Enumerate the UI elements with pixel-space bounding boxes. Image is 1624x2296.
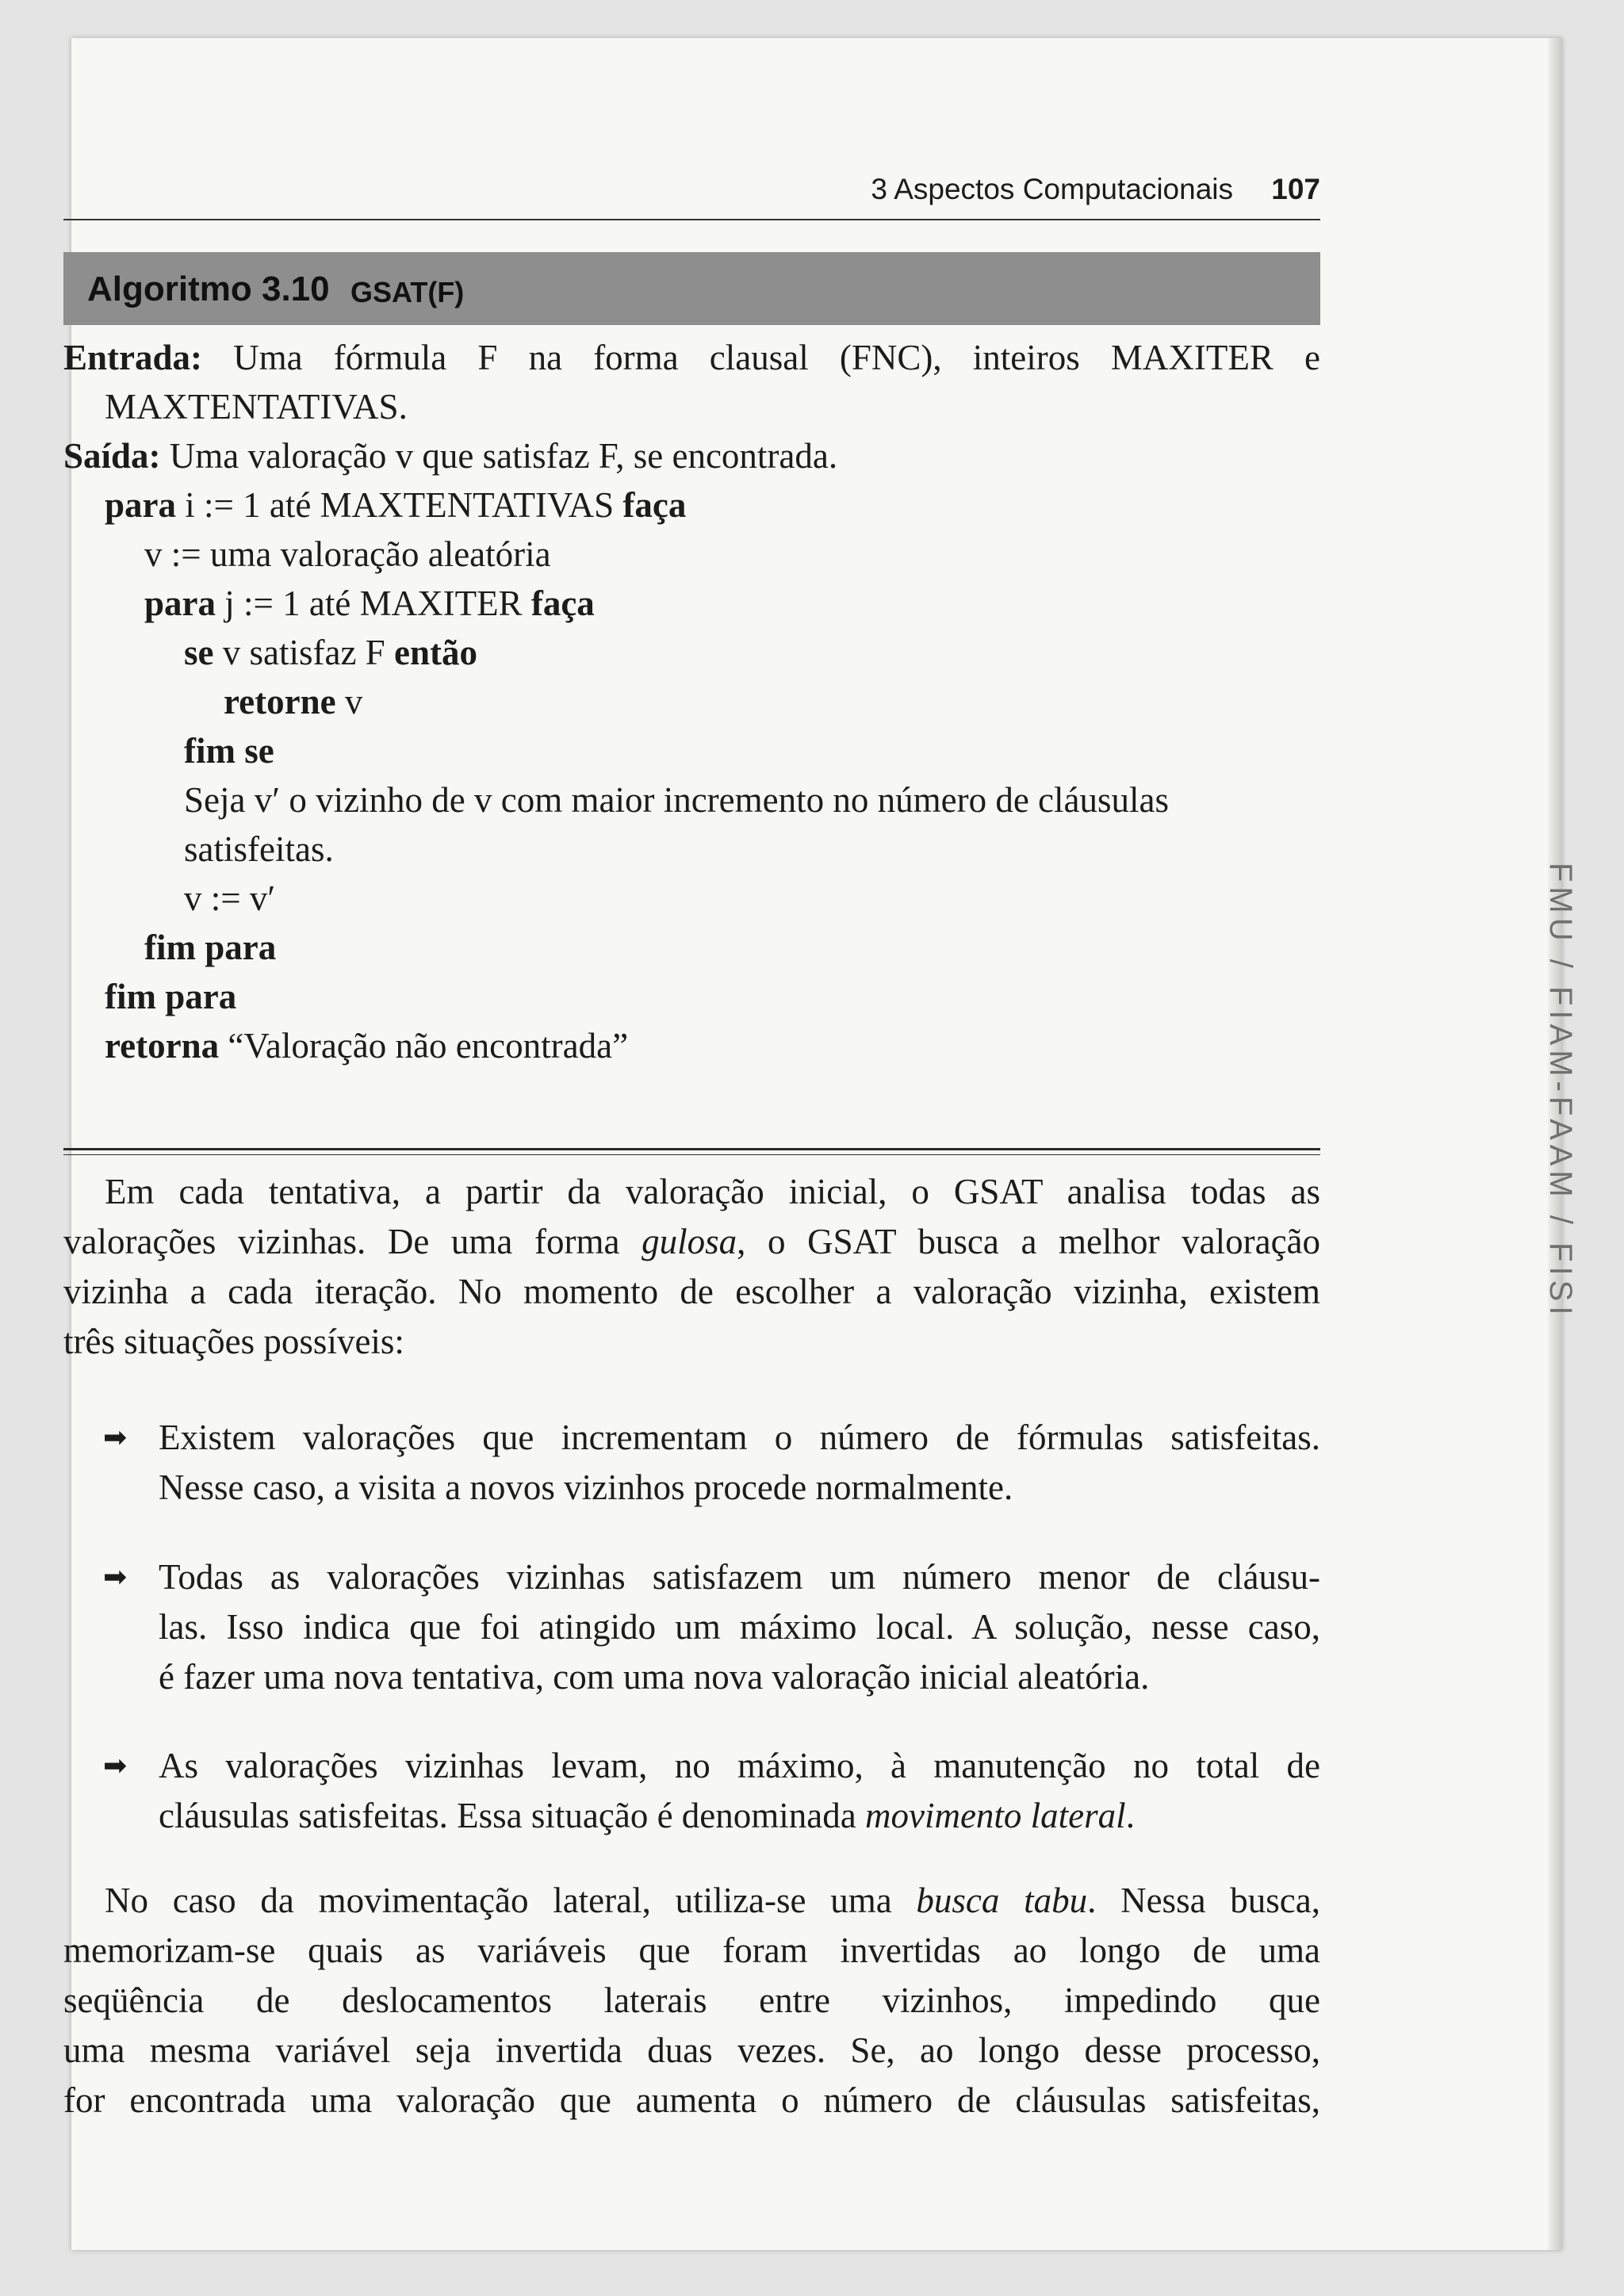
bullet-line: las. Isso indica que foi atingido um máximo local. A solução, nesse caso, — [159, 1607, 1320, 1647]
paragraph-line: vizinha a cada iteração. No momento de escolher a valoração vizinha, existem — [63, 1272, 1320, 1311]
input-label: Entrada: — [63, 338, 203, 377]
bullet-line: cláusulas satisfeitas. Essa situação é denominada movimento lateral. — [159, 1796, 1135, 1835]
running-header — [63, 151, 1320, 220]
paragraph-line: valorações vizinhas. De uma forma gulosa, o GSAT busca a melhor valoração — [63, 1222, 1321, 1261]
paragraph-gsat-tentativa — [63, 1167, 1320, 1367]
algorithm-body — [63, 333, 1320, 1070]
algorithm-output-line — [63, 431, 1320, 480]
emphasis-movimento-lateral: movimento lateral — [864, 1796, 1126, 1835]
algorithm-input-line — [63, 333, 1320, 382]
bullet-line: Todas as valorações vizinhas satisfazem um número menor de cláusu- — [159, 1557, 1320, 1597]
input-text: Uma fórmula F na forma clausal (FNC), inteiros MAXITER e — [233, 338, 1321, 377]
paragraph-line: for encontrada uma valoração que aumenta o número de cláusulas satisfeitas, — [63, 2080, 1320, 2120]
keyword-retorne: retorne — [224, 682, 336, 721]
paragraph-busca-tabu — [63, 1876, 1320, 2126]
bullet-line: é fazer uma nova tentativa, com uma nova valoração inicial aleatória. — [159, 1657, 1150, 1697]
keyword-para: para — [144, 584, 216, 623]
bullet-item-movimento-lateral — [103, 1741, 1320, 1841]
keyword-para: para — [105, 485, 176, 525]
inner-loop-line — [63, 579, 1320, 628]
return-value: v — [344, 682, 363, 721]
algorithm-number: Algoritmo 3.10 — [87, 270, 330, 308]
inner-loop-range: j := 1 até MAXITER — [224, 584, 523, 623]
keyword-entao: então — [393, 633, 477, 672]
neighbor-line-continuation: satisfeitas. — [184, 829, 334, 869]
return-line — [63, 677, 1320, 726]
final-return-message: “Valoração não encontrada” — [228, 1026, 629, 1066]
final-return-line — [63, 1021, 1320, 1070]
emphasis-busca-tabu: busca tabu — [916, 1881, 1088, 1920]
bullet-line: Existem valorações que incrementam o número de fórmulas satisfeitas. — [159, 1418, 1320, 1457]
algorithm-end-rule-thin — [63, 1154, 1320, 1155]
paragraph-line: seqüência de deslocamentos laterais entre vizinhos, impedindo que — [63, 1980, 1320, 2020]
emphasis-gulosa: gulosa — [642, 1222, 737, 1261]
end-inner-loop-line: fim para — [144, 928, 277, 967]
algorithm-end-rule — [63, 1148, 1320, 1150]
bullet-item-maximo-local — [103, 1552, 1320, 1702]
neighbor-assign-line: v := v′ — [184, 878, 276, 918]
keyword-se: se — [184, 633, 214, 672]
bullet-line: Nesse caso, a visita a novos vizinhos procede normalmente. — [159, 1468, 1013, 1507]
running-title: 3 Aspectos Computacionais — [871, 173, 1233, 205]
output-text: Uma valoração v que satisfaz F, se encontrada. — [169, 436, 838, 476]
if-line — [63, 628, 1320, 677]
output-label: Saída: — [63, 436, 161, 476]
bullet-item-incrementam — [103, 1413, 1320, 1513]
paragraph-line: três situações possíveis: — [63, 1322, 404, 1361]
arrow-bullet-icon: ➡ — [103, 1561, 128, 1594]
end-outer-loop-line: fim para — [105, 977, 237, 1016]
outer-loop-range: i := 1 até MAXTENTATIVAS — [185, 485, 615, 525]
algorithm-title-bar — [63, 252, 1320, 325]
if-condition: v satisfaz F — [222, 633, 385, 672]
paragraph-line: uma mesma variável seja invertida duas vezes. Se, ao longo desse processo, — [63, 2030, 1320, 2070]
arrow-bullet-icon: ➡ — [103, 1750, 128, 1782]
arrow-bullet-icon: ➡ — [103, 1422, 128, 1454]
random-assign-line: v := uma valoração aleatória — [144, 534, 551, 574]
outer-loop-line — [63, 480, 1320, 530]
keyword-faca: faça — [530, 584, 595, 623]
algorithm-input-continuation: MAXTENTATIVAS. — [105, 387, 408, 427]
paragraph-line: memorizam-se quais as variáveis que foram invertidas ao longo de uma — [63, 1931, 1320, 1970]
paragraph-line: Em cada tentativa, a partir da valoração inicial, o GSAT analisa todas as — [105, 1172, 1320, 1211]
keyword-retorna: retorna — [105, 1026, 220, 1066]
neighbor-line: Seja v′ o vizinho de v com maior incremento no número de cláusulas — [184, 780, 1170, 820]
page-number: 107 — [1271, 173, 1320, 205]
algorithm-name: GSAT(F) — [350, 276, 465, 308]
end-if-line: fim se — [184, 731, 274, 771]
keyword-faca: faça — [622, 485, 687, 525]
bullet-line: As valorações vizinhas levam, no máximo, à manutenção no total de — [159, 1746, 1320, 1785]
paragraph-line: No caso da movimentação lateral, utiliza-se uma busca tabu. Nessa busca, — [105, 1881, 1320, 1920]
library-stamp: FMU / FIAM-FAAM / FISI — [1543, 863, 1578, 1320]
